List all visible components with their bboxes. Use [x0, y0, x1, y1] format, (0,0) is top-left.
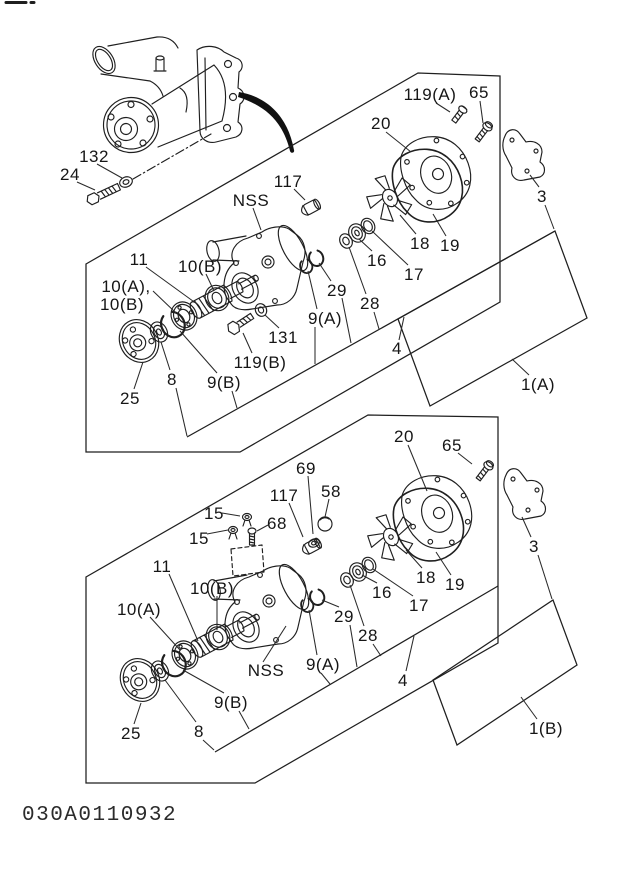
part-label-19: 19	[445, 575, 465, 594]
part-label-10B: 10(B)	[177, 257, 223, 276]
bolt-drawing	[85, 182, 121, 206]
part-label-8: 8	[167, 370, 177, 389]
part-label-1A: 1(A)	[520, 375, 556, 394]
assembled-pump-drawing	[85, 37, 294, 206]
part-label-132: 132	[79, 147, 109, 166]
leader-line	[436, 103, 450, 112]
part-label-28: 28	[360, 294, 380, 313]
leader-line	[408, 445, 427, 491]
pump-plug-drawing	[154, 56, 166, 71]
part-label-4: 4	[392, 339, 402, 358]
part-label-20: 20	[394, 427, 414, 446]
leader-line	[183, 670, 224, 693]
part-label-117: 117	[273, 172, 303, 191]
leader-line	[180, 331, 217, 373]
part-label-29: 29	[327, 281, 347, 300]
figure-code: 030A0110932	[22, 804, 178, 827]
part-label-68: 68	[267, 514, 287, 533]
part-label-10B: 10(B)	[99, 295, 145, 314]
box-2-outline	[86, 415, 498, 783]
leader-line	[522, 517, 531, 537]
leader-line	[165, 680, 196, 722]
leader-line	[222, 513, 240, 516]
leader-line	[309, 610, 317, 655]
part-label-NSS: NSS	[232, 191, 270, 210]
part-label-3: 3	[537, 187, 547, 206]
part-label-18: 18	[416, 568, 436, 587]
kit-panel-1A	[398, 231, 587, 406]
part-label-65: 65	[442, 436, 462, 455]
leader-line	[359, 239, 372, 251]
leader-line	[530, 175, 539, 187]
part-label-9A: 9(A)	[305, 655, 341, 674]
leader-line	[134, 703, 141, 724]
leader-line	[325, 499, 329, 517]
leader-line	[512, 359, 529, 375]
part-label-9A: 9(A)	[307, 309, 343, 328]
part-label-11: 11	[152, 557, 172, 576]
part-label-8: 8	[194, 722, 204, 741]
part-label-16: 16	[372, 583, 392, 602]
leader-line	[243, 333, 252, 353]
leader-line	[406, 636, 414, 671]
leader-line	[232, 391, 237, 408]
part-label-20: 20	[371, 114, 391, 133]
part-label-19: 19	[440, 236, 460, 255]
leader-line	[153, 291, 176, 313]
exploded-view-box-2	[86, 415, 577, 783]
exploded-view-box-1	[86, 73, 587, 452]
leader-line	[319, 263, 331, 281]
part-label-18: 18	[410, 234, 430, 253]
leader-line	[308, 476, 313, 534]
part-label-65: 65	[469, 83, 489, 102]
part-label-16: 16	[367, 251, 387, 270]
part-label-11: 11	[129, 250, 149, 269]
part-label-25: 25	[120, 389, 140, 408]
part-label-131: 131	[268, 328, 298, 347]
part-label-10A: 10(A)	[116, 600, 162, 619]
leader-line	[545, 205, 554, 229]
leader-line	[480, 101, 483, 123]
part-label-9B: 9(B)	[213, 693, 249, 712]
part-label-17: 17	[409, 596, 429, 615]
leader-line	[308, 271, 317, 309]
leader-line	[207, 530, 228, 534]
part-label-69: 69	[296, 459, 316, 478]
part-label-3: 3	[529, 537, 539, 556]
leader-line	[322, 600, 339, 607]
leader-line	[399, 317, 404, 340]
leader-line	[134, 362, 143, 389]
leader-line	[321, 673, 330, 684]
leader-line	[350, 625, 357, 667]
part-label-119A: 119(A)	[403, 85, 457, 104]
part-label-58: 58	[321, 482, 341, 501]
leader-line	[206, 274, 214, 291]
leader-line	[374, 312, 379, 329]
part-label-17: 17	[404, 265, 424, 284]
leader-line	[239, 711, 249, 729]
part-label-29: 29	[334, 607, 354, 626]
leader-line	[289, 503, 303, 537]
rotation-arrow	[238, 92, 294, 153]
leader-line	[342, 298, 351, 343]
leader-line	[161, 342, 170, 370]
leader-line	[349, 247, 366, 294]
part-label-117: 117	[269, 486, 299, 505]
part-label-1B: 1(B)	[528, 719, 564, 738]
leader-line	[203, 740, 214, 750]
leader-line	[373, 644, 381, 656]
leader-line	[253, 208, 261, 230]
leader-line	[521, 697, 537, 719]
part-label-10A: 10(A),	[101, 277, 151, 296]
part-label-24: 24	[60, 165, 80, 184]
part-label-4: 4	[398, 671, 408, 690]
leader-line	[538, 555, 552, 599]
part-label-28: 28	[358, 626, 378, 645]
part-label-10B: 10(B)	[189, 579, 235, 598]
part-label-15: 15	[189, 529, 209, 548]
leader-line	[386, 132, 411, 152]
leader-line	[433, 214, 446, 236]
leader-line	[265, 315, 279, 328]
part-label-15: 15	[204, 504, 224, 523]
leader-line	[150, 617, 180, 650]
part-label-9B: 9(B)	[206, 373, 242, 392]
box-1-extra-parts	[225, 105, 468, 337]
part-label-119B: 119(B)	[233, 353, 287, 372]
part-label-25: 25	[121, 724, 141, 743]
part-label-NSS: NSS	[247, 661, 285, 680]
leader-line	[176, 388, 187, 436]
leader-line	[97, 164, 122, 178]
